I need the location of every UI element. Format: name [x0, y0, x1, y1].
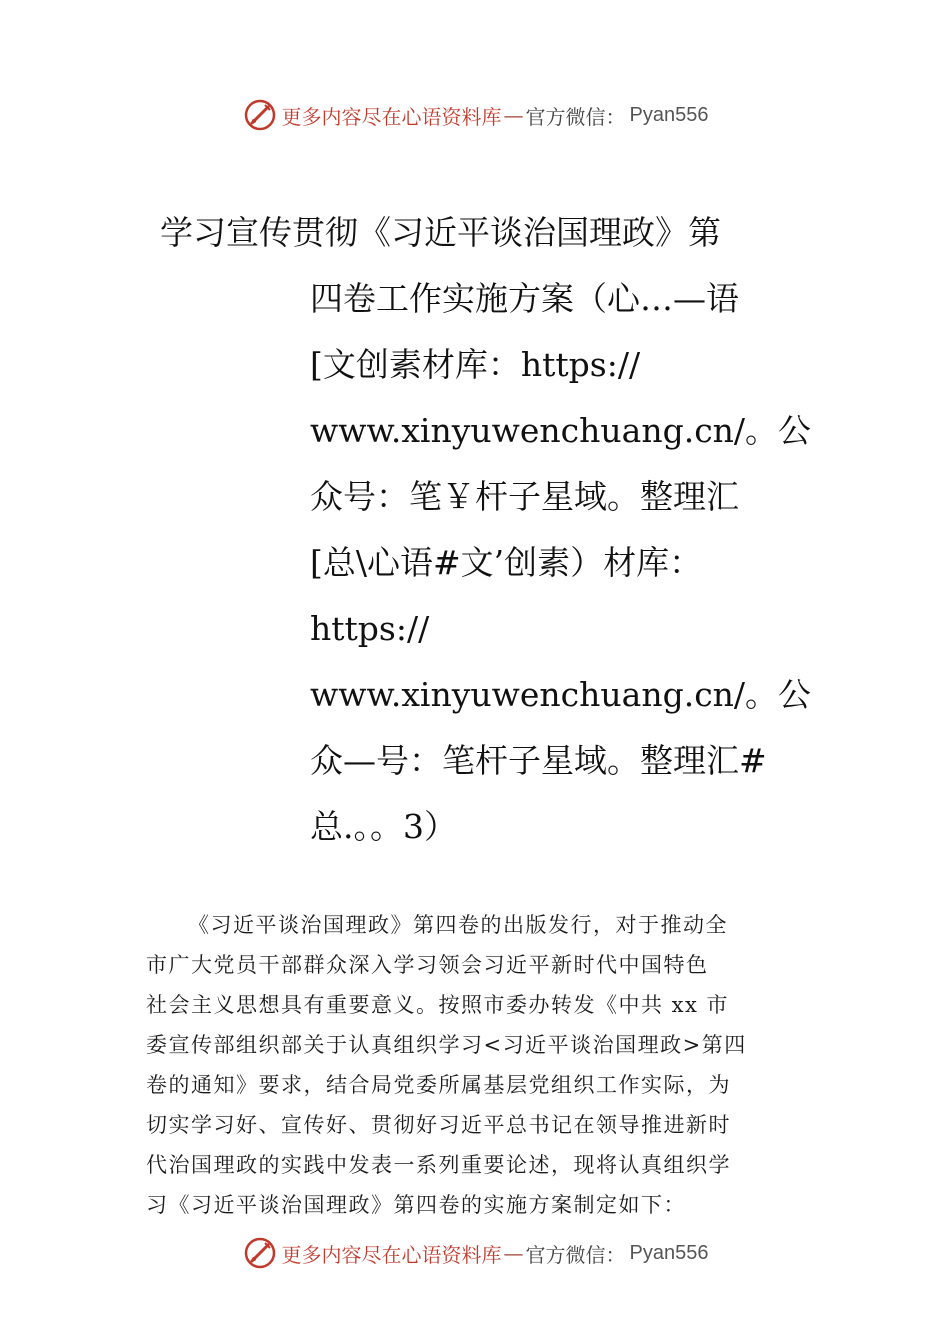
site-name: 更多内容尽在心语资料库: [281, 1242, 502, 1267]
wechat-id: Pyan556: [629, 103, 709, 126]
title-line: www.xinyuwenchuang.cn/。公: [310, 411, 812, 450]
wechat-id: Pyan556: [629, 1241, 709, 1264]
title-line: 学习宣传贯彻《习近平谈治国理政》第: [160, 213, 721, 252]
title-line: 众—号：笔杆子星域。整理汇#: [310, 741, 767, 780]
paragraph-line: 《习近平谈治国理政》第四卷的出版发行，对于推动全: [188, 913, 728, 937]
paragraph-line: 市广大党员干部群众深入学习领会习近平新时代中国特色: [146, 953, 709, 977]
title-line: 众号：笔￥杆子星域。整理汇: [310, 477, 739, 516]
title-line: 四卷工作实施方案（心…—语: [310, 279, 739, 318]
intro-paragraph: [146, 905, 806, 1225]
header-banner: [0, 95, 950, 135]
wechat-label: 官方微信：: [525, 104, 626, 129]
paragraph-line: 委宣传部组织部关于认真组织学习<习近平谈治国理政>第四: [146, 1033, 747, 1057]
paragraph-line: 代治国理政的实践中发表一系列重要论述，现将认真组织学: [146, 1153, 731, 1177]
site-name: 更多内容尽在心语资料库: [281, 104, 502, 129]
banner-dash: —: [503, 103, 524, 127]
banner-dash: —: [503, 1241, 524, 1265]
title-line: https://: [310, 609, 430, 648]
title-line: www.xinyuwenchuang.cn/。公: [310, 675, 812, 714]
wechat-label: 官方微信：: [525, 1242, 626, 1267]
title-line: [总\心语#文’创素）材库：: [310, 543, 703, 582]
paragraph-line: 习《习近平谈治国理政》第四卷的实施方案制定如下：: [146, 1193, 686, 1217]
pen-logo-icon: [242, 97, 278, 133]
paragraph-line: 切实学习好、宣传好、贯彻好习近平总书记在领导推进新时: [146, 1113, 731, 1137]
paragraph-line: 卷的通知》要求，结合局党委所属基层党组织工作实际，为: [146, 1073, 731, 1097]
footer-banner: [0, 1233, 950, 1273]
document-title: [160, 200, 812, 860]
paragraph-line: 社会主义思想具有重要意义。按照市委办转发《中共 xx 市: [146, 993, 730, 1017]
title-line: 总.。。3）: [310, 807, 457, 846]
title-line: [文创素材库：https://: [310, 345, 641, 384]
pen-logo-icon: [242, 1235, 278, 1271]
